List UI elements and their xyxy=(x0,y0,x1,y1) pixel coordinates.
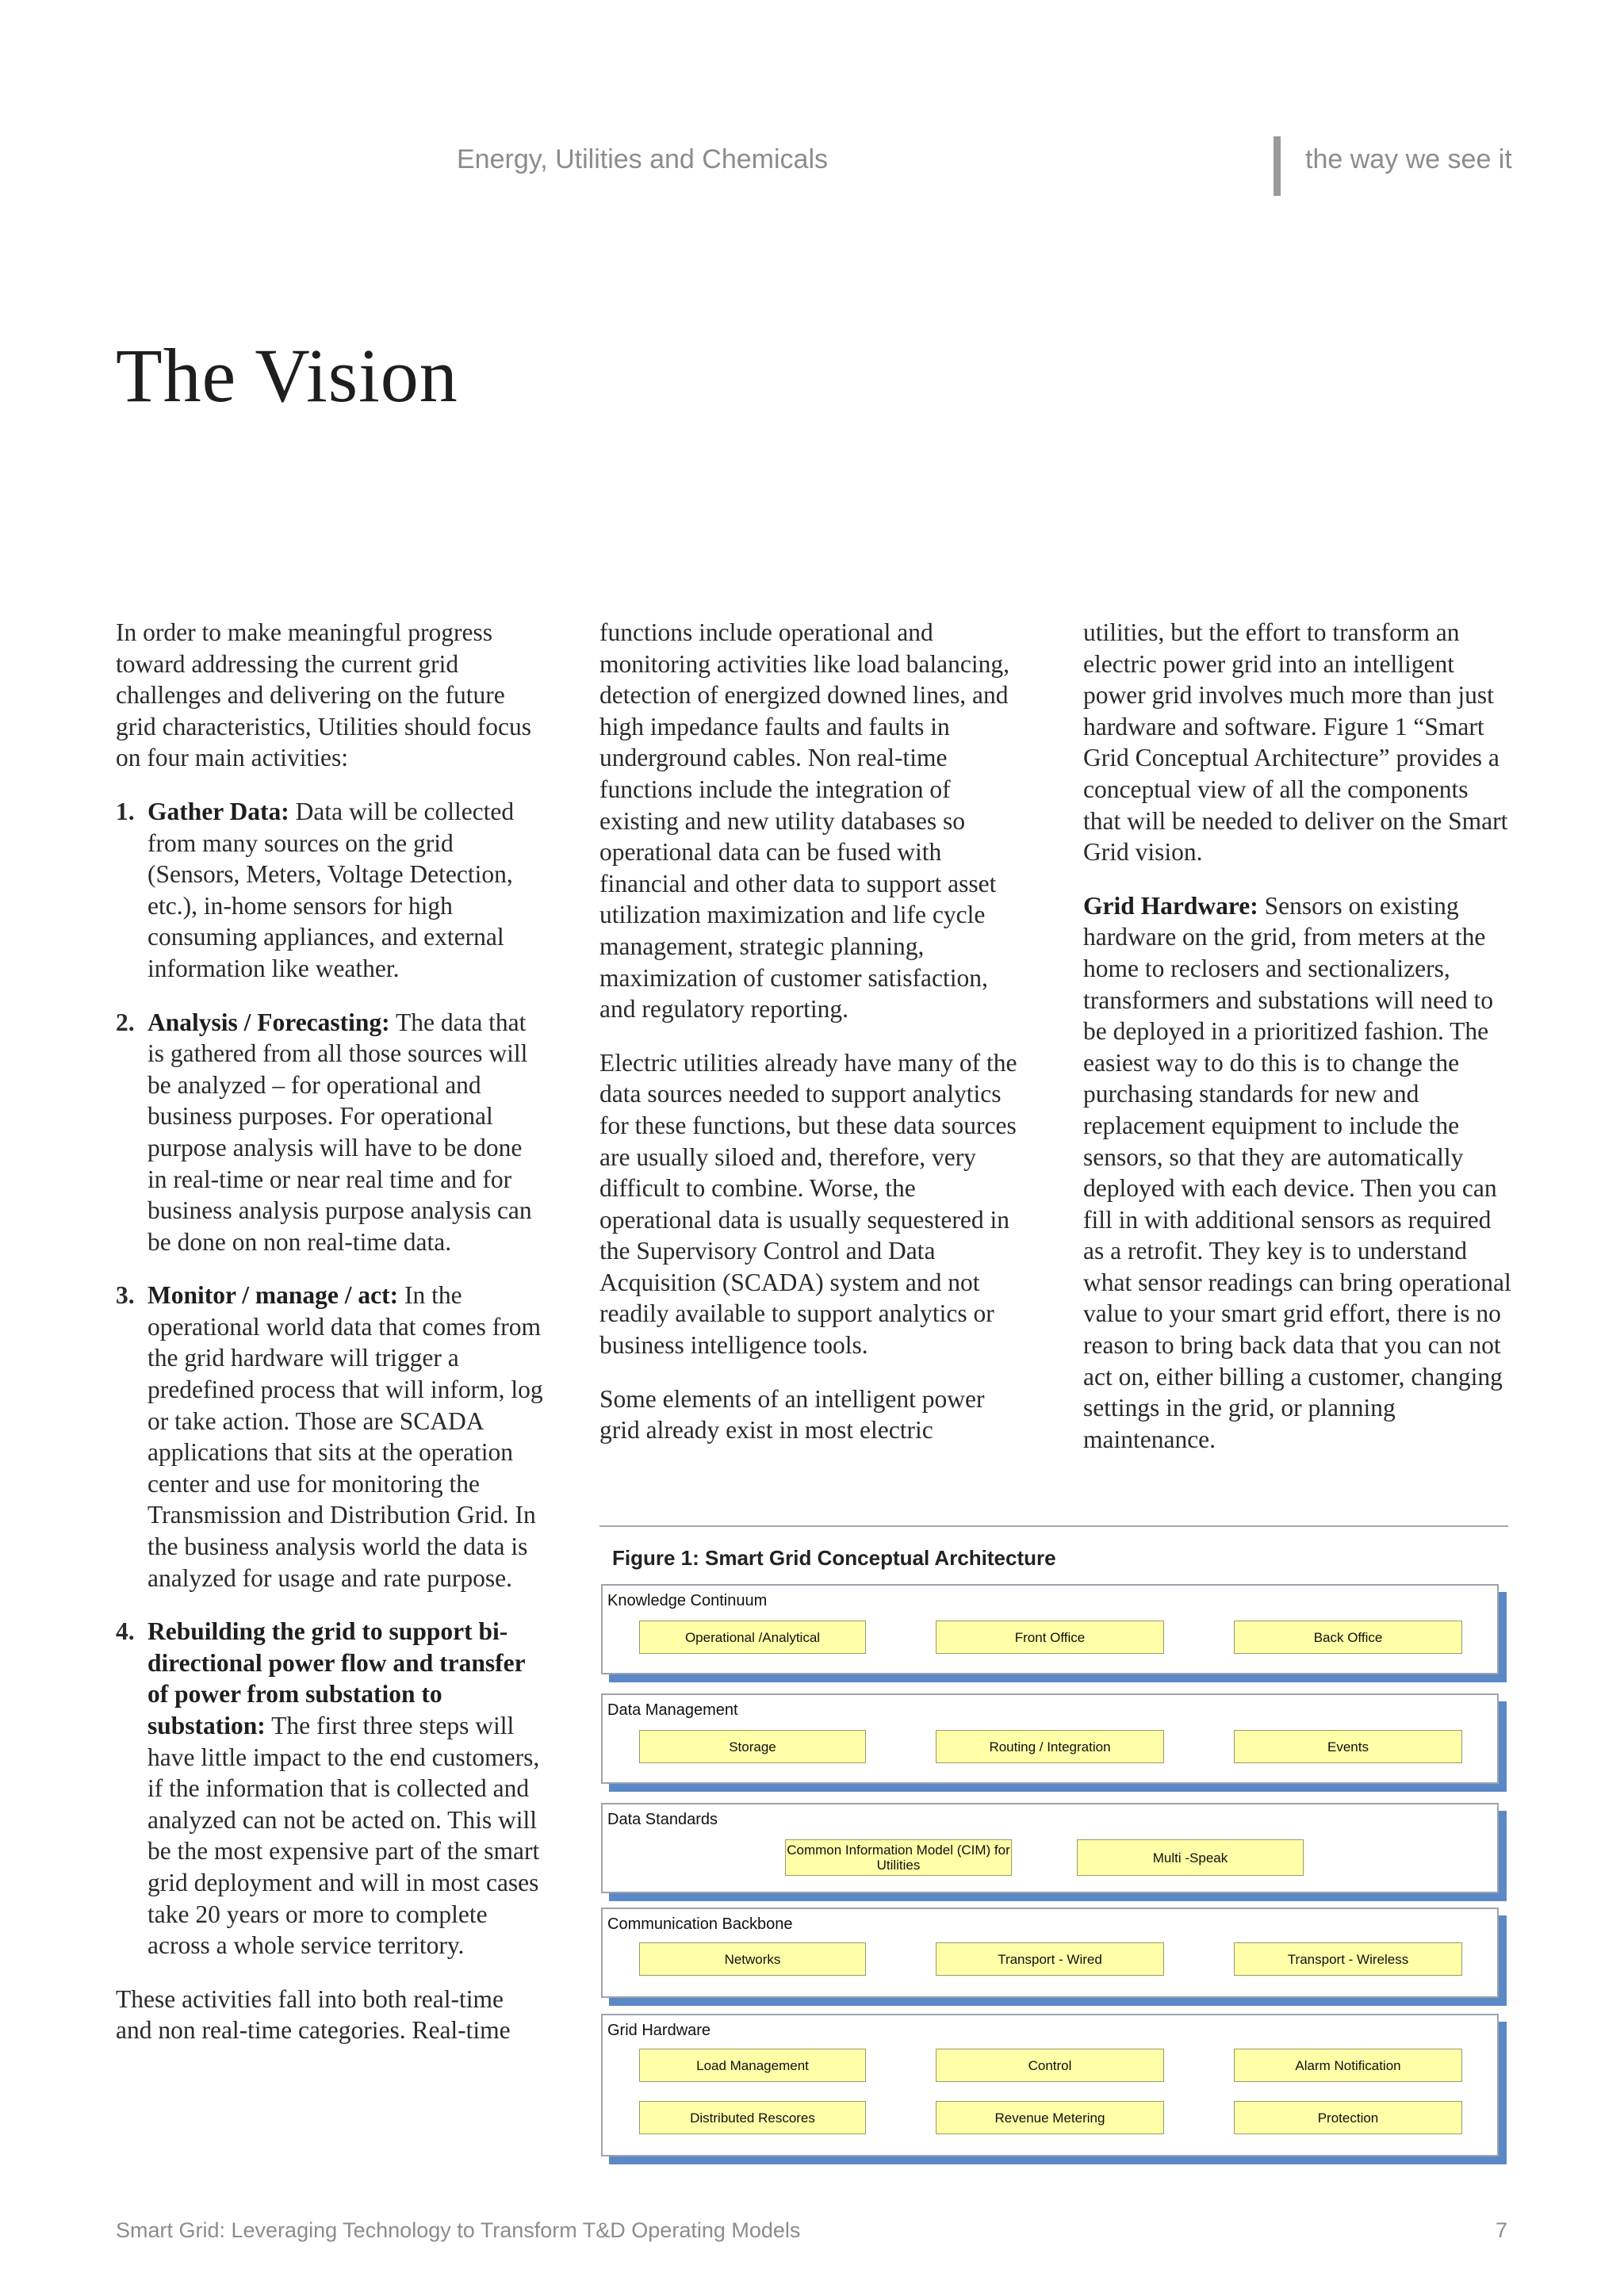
layer-label: Data Management xyxy=(607,1701,738,1719)
item-number: 4. xyxy=(116,1617,135,1646)
item-heading: Analysis / Forecasting: xyxy=(147,1008,390,1036)
component-box: Control xyxy=(936,2049,1164,2082)
layer-label: Grid Hardware xyxy=(607,2022,711,2039)
component-box: Common Information Model (CIM) for Utilities xyxy=(785,1839,1012,1876)
component-box: Distributed Rescores xyxy=(639,2101,866,2134)
page-number: 7 xyxy=(1496,2218,1508,2242)
item-number: 3. xyxy=(116,1281,135,1310)
intro-paragraph: In order to make meaningful progress toward addressing the current grid challenges and delivering on the future grid characteristics, Utilities should focus on four main activities: xyxy=(116,618,531,772)
paragraph: functions include operational and monitoring activities like load balancing, detection of energized downed lines, and high impedance faults and faults in underground cables. Non real-time functions include the integration of existing and new utility databases so operational data can be fused with financial and other data to support asset utilization maximization and life cycle management, strategic planning, maximization of customer satisfaction, and regulatory reporting. xyxy=(599,618,1009,1024)
list-item xyxy=(116,796,544,985)
text-column-3 xyxy=(1083,617,1511,1477)
component-box: Operational /Analytical xyxy=(639,1621,866,1654)
component-box: Networks xyxy=(639,1942,866,1976)
component-box: Front Office xyxy=(936,1621,1164,1654)
figure-title: Figure 1: Smart Grid Conceptual Architecture xyxy=(612,1546,1056,1570)
component-box: Multi -Speak xyxy=(1077,1839,1304,1876)
layer-label: Knowledge Continuum xyxy=(607,1592,768,1609)
component-box: Storage xyxy=(639,1730,866,1763)
activities-list xyxy=(116,796,544,1961)
list-item xyxy=(116,1616,544,1961)
list-item xyxy=(116,1007,544,1258)
component-box: Revenue Metering xyxy=(936,2101,1164,2134)
paragraph: Some elements of an intelligent power grid already exist in most electric xyxy=(599,1384,985,1445)
item-number: 1. xyxy=(116,797,135,825)
header-section-title: Energy, Utilities and Chemicals xyxy=(457,144,828,174)
component-box: Protection xyxy=(1234,2101,1462,2134)
page-title: The Vision xyxy=(116,333,458,418)
component-box: Transport - Wireless xyxy=(1234,1942,1462,1976)
footer-document-title: Smart Grid: Leveraging Technology to Transform T&D Operating Models xyxy=(116,2218,801,2242)
component-box: Routing / Integration xyxy=(936,1730,1164,1763)
layer-data-management xyxy=(601,1693,1499,1784)
paragraph: Electric utilities already have many of the data sources needed to support analytics for these functions, but these data sources are usually siloed and, therefore, very difficult to combine. Worse, the operational data is usually sequestered in the Supervisory Control and Data Acquisition (SCADA) system and not readily available to support analytics or business intelligence tools. xyxy=(599,1048,1017,1360)
item-text: Data will be collected from many sources on the grid (Sensors, Meters, Voltage Detection, etc.), in-home sensors for high consuming appliances, and external information like weather. xyxy=(147,797,515,982)
paragraph: utilities, but the effort to transform an electric power grid into an intelligent power grid involves much more than just hardware and software. Figure 1 “Smart Grid Conceptual Architecture” provides a conceptual view of all the components that will be needed to deliver on the Smart Grid vision. xyxy=(1083,618,1508,867)
paragraph-text: Sensors on existing hardware on the grid, from meters at the home to reclosers and sectionalizers, transformers and substations will need to be deployed in a prioritized fashion. The easiest way to do this is to change the purchasing standards for new and replacement equipment to include the sensors, so that they are automatically deployed with each device. Then you can fill in with additional sensors as required as a retrofit. They key is to understand what sensor readings can bring operational value to your smart grid effort, there is no reason to bring back data that you can not act on, either billing a customer, changing settings in the grid, or planning maintenance. xyxy=(1083,891,1511,1453)
component-box: Load Management xyxy=(639,2049,866,2082)
paragraph-heading: Grid Hardware: xyxy=(1083,891,1258,920)
component-box: Back Office xyxy=(1234,1621,1462,1654)
item-text: The first three steps will have little impact to the end customers, if the information that is collected and analyzed can not be acted on. This will be the most expensive part of the smart grid deployment and will in most cases take 20 years or more to complete across a whole service territory. xyxy=(147,1712,540,1960)
paragraph xyxy=(1083,890,1511,1456)
text-column-1 xyxy=(116,617,544,2068)
item-text: The data that is gathered from all those sources will be analyzed – for operational and business purposes. For operational purpose analysis will have to be done in real-time or near real time and for business analysis purpose analysis can be done on non real-time data. xyxy=(147,1008,532,1256)
layer-data-standards xyxy=(601,1803,1499,1893)
text-column-2 xyxy=(599,617,1028,1468)
item-heading: Gather Data: xyxy=(147,797,289,825)
item-text: In the operational world data that comes from the grid hardware will trigger a predefined process that will inform, log or take action. Those are SCADA applications that sits at the operation center and use for monitoring the Transmission and Distribution Grid. In the business analysis world the data is analyzed for usage and rate purpose. xyxy=(147,1281,543,1592)
layer-knowledge-continuum xyxy=(601,1584,1499,1674)
layer-label: Data Standards xyxy=(607,1811,718,1828)
header-tagline: the way we see it xyxy=(1305,144,1512,174)
component-box: Transport - Wired xyxy=(936,1942,1164,1976)
component-box: Events xyxy=(1234,1730,1462,1763)
layer-grid-hardware xyxy=(601,2014,1499,2156)
item-heading: Monitor / manage / act: xyxy=(147,1281,399,1310)
figure-divider xyxy=(599,1525,1508,1527)
component-box: Alarm Notification xyxy=(1234,2049,1462,2082)
item-number: 2. xyxy=(116,1008,135,1036)
outro-paragraph: These activities fall into both real-time and non real-time categories. Real-time xyxy=(116,1984,511,2045)
layer-label: Communication Backbone xyxy=(607,1915,793,1933)
header-divider xyxy=(1274,136,1281,196)
list-item xyxy=(116,1280,544,1594)
layer-communication-backbone xyxy=(601,1908,1499,1998)
item-heading: Rebuilding the grid to support bi-directional power flow and transfer of power from substation to substation: xyxy=(147,1617,525,1739)
